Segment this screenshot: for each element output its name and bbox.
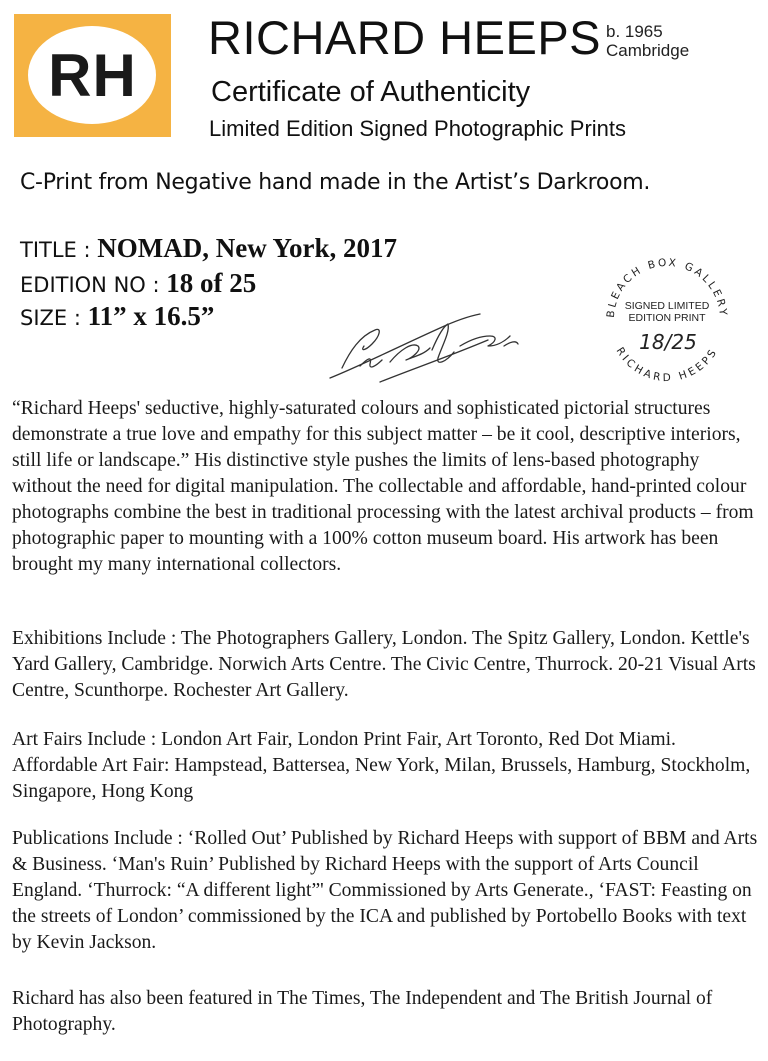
artist-name: RICHARD HEEPS [208,11,602,64]
exhibitions-paragraph: Exhibitions Include : The Photographers Gallery, London. The Spitz Gallery, London. Kettle's Yard Gallery, Cambridge. Norwich Arts Centre. The Civic Centre, Thurrock. 20-21 Visual Arts Centre, Scunthorpe. Rochester Art Gallery. [12,628,756,701]
size-value: 11” x 16.5” [87,301,215,331]
certificate-title: Certificate of Authenticity [211,76,531,108]
edition-label: EDITION NO : [20,273,167,297]
title-label: TITLE : [20,238,98,262]
edition-row [20,268,256,300]
birth-info [606,22,689,60]
stamp-edition-number: 18/25 [639,330,697,354]
title-value: NOMAD, New York, 2017 [97,233,397,263]
stamp-label [592,300,742,324]
size-row [20,301,214,333]
logo [14,14,171,137]
logo-text: RH [48,42,137,109]
stamp-line-2: EDITION PRINT [628,312,706,324]
edition-value: 18 of 25 [166,268,257,298]
stamp-ring-bottom: RICHARD HEEPS [613,345,721,385]
size-label: SIZE : [20,306,88,330]
bio-paragraph: “Richard Heeps' seductive, highly-saturated colours and sophisticated pictorial structures demonstrate a true love and empathy for this subject matter – be it cool, descriptive interiors, still life or landscape.” His distinctive style pushes the limits of lens-based photography without the need for digital manipulation. The collectable and affordable, hand-printed colour photographs combine the best in traditional processing with the latest archival products – from photographic paper to mounting with a 100% cotton museum board. His artwork has been brought my many international collectors. [12,398,754,575]
stamp-ring-top: BLEACH BOX GALLERY [604,256,730,319]
artist-signature [320,306,530,390]
certificate-subtitle: Limited Edition Signed Photographic Prints [209,116,627,141]
press-paragraph: Richard has also been featured in The Times, The Independent and The British Journal of Photography. [12,988,713,1035]
process-line: C-Print from Negative hand made in the Artist’s Darkroom. [20,170,651,195]
birth-year: b. 1965 [606,22,663,41]
publications-paragraph: Publications Include : ‘Rolled Out’ Published by Richard Heeps with support of BBM and Arts & Business. ‘Man's Ruin’ Published by Richard Heeps with the support of Arts Council England. ‘Thurrock: “A different light”' Commissioned by Arts Generate., ‘FAST: Feasting on the streets of London’ commissioned by the ICA and published by Portobello Books with text by Kevin Jackson. [12,828,758,953]
title-row [20,233,397,265]
birth-place: Cambridge [606,41,690,60]
stamp-line-1: SIGNED LIMITED [624,300,710,312]
art-fairs-paragraph: Art Fairs Include : London Art Fair, London Print Fair, Art Toronto, Red Dot Miami. Affordable Art Fair: Hampstead, Battersea, New York, Milan, Brussels, Hamburg, Stockholm, Singapore, Hong Kong [12,729,751,802]
